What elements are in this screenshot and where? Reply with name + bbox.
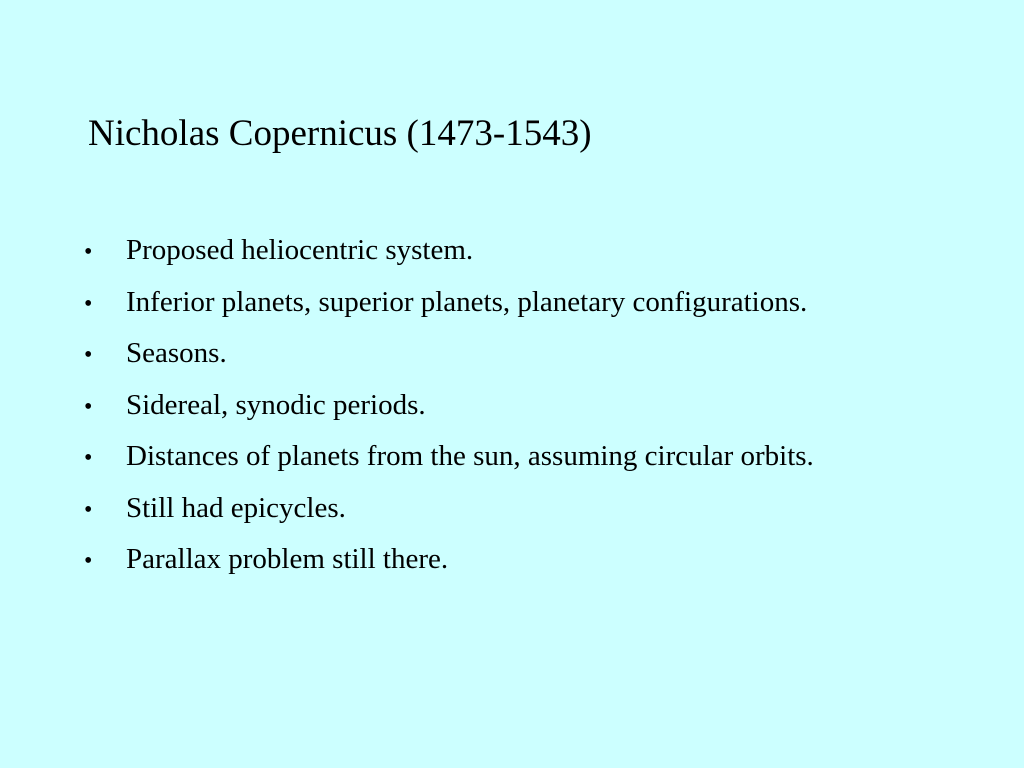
bullet-text: Distances of planets from the sun, assuming circular orbits. <box>126 440 814 472</box>
bullet-text: Proposed heliocentric system. <box>126 234 474 266</box>
bullet-icon: • <box>84 548 93 574</box>
bullet-text: Parallax problem still there. <box>126 543 449 575</box>
bullet-list <box>84 226 814 587</box>
bullet-icon: • <box>84 290 93 317</box>
bullet-icon: • <box>84 445 93 471</box>
bullet-icon: • <box>84 496 93 523</box>
bullet-text: Seasons. <box>126 337 227 369</box>
bullet-text: Still had epicycles. <box>126 491 346 524</box>
bullet-item <box>84 432 814 484</box>
bullet-item <box>84 484 814 536</box>
bullet-text: Sidereal, synodic periods. <box>126 388 426 421</box>
bullet-item <box>84 535 814 587</box>
bullet-item <box>84 381 814 433</box>
bullet-icon: • <box>84 342 93 368</box>
bullet-icon: • <box>84 239 93 265</box>
bullet-item <box>84 278 814 330</box>
bullet-item <box>84 329 814 381</box>
bullet-text: Inferior planets, superior planets, planetary configurations. <box>126 285 808 318</box>
bullet-icon: • <box>84 393 93 420</box>
slide-title: Nicholas Copernicus (1473-1543) <box>88 113 592 154</box>
bullet-item <box>84 226 814 278</box>
